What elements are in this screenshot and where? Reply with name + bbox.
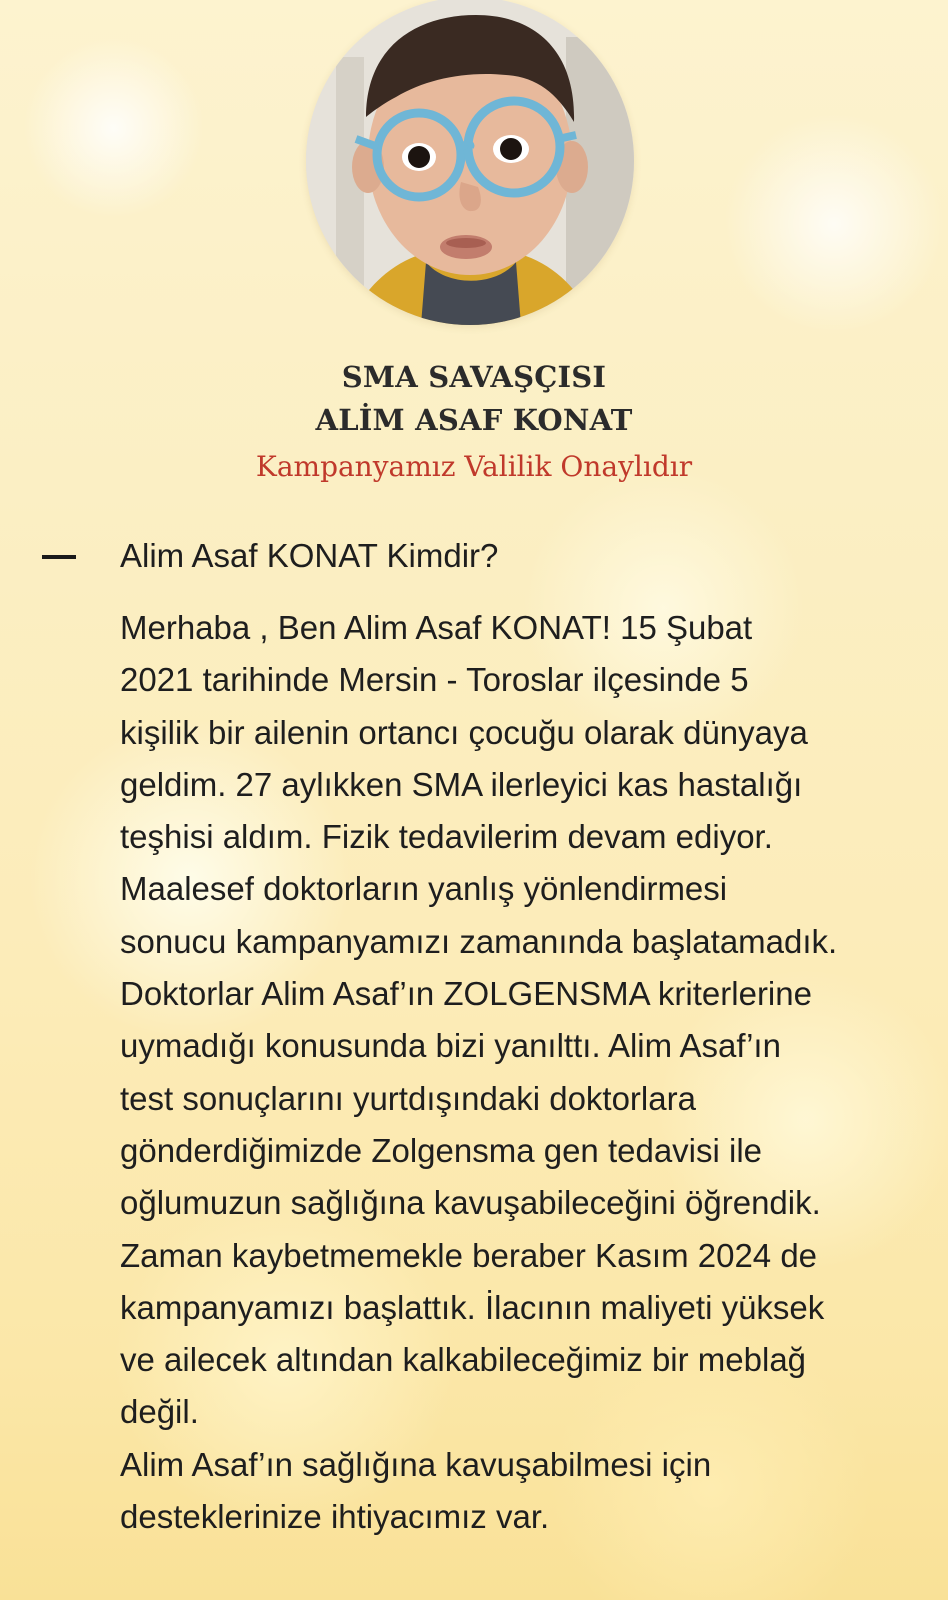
faq-answer-line: değil. [120, 1393, 199, 1431]
faq-answer-line: geldim. 27 aylıkken SMA ilerleyici kas hastalığı [120, 765, 803, 803]
page-title-line-2: ALİM ASAF KONAT [315, 403, 633, 437]
approval-subtitle: Kampanyamız Valilik Onaylıdır [255, 450, 693, 483]
faq-answer-line: Zaman kaybetmemekle beraber Kasım 2024 de [120, 1236, 818, 1274]
faq-question[interactable]: Alim Asaf KONAT Kimdir? [120, 537, 499, 574]
faq-answer-line: gönderdiğimizde Zolgensma gen tedavisi ile [120, 1131, 763, 1169]
child-portrait-photo [306, 0, 634, 325]
child-portrait-illustration [306, 0, 634, 325]
title-block [0, 356, 948, 490]
faq-answer-line: 2021 tarihinde Mersin - Toroslar ilçesinde 5 [120, 661, 749, 699]
faq-answer-line: Doktorlar Alim Asaf’ın ZOLGENSMA kriterlerine [120, 975, 812, 1013]
collapse-dash-icon[interactable] [42, 555, 76, 559]
faq-answer-line: ve ailecek altından kalkabileceğimiz bir meblağ [120, 1341, 807, 1379]
faq-answer-line: kişilik bir ailenin ortancı çocuğu olarak dünyaya [120, 713, 808, 751]
faq-answer-line: teşhisi aldım. Fizik tedavilerim devam ediyor. [120, 818, 773, 856]
faq-answer-line: desteklerinize ihtiyacımız var. [120, 1498, 550, 1536]
faq-answer-line: test sonuçlarını yurtdışındaki doktorlara [120, 1079, 696, 1117]
page-title-line-1: SMA SAVAŞÇISI [341, 360, 607, 394]
faq-answer-line: Alim Asaf’ın sağlığına kavuşabilmesi için [120, 1445, 712, 1483]
faq-answer-line: Maalesef doktorların yanlış yönlendirmesi [120, 870, 728, 908]
faq-answer-line: uymadığı konusunda bizi yanılttı. Alim Asaf’ın [120, 1027, 781, 1065]
faq-answer-line: Merhaba , Ben Alim Asaf KONAT! 15 Şubat [120, 609, 753, 646]
faq-answer-line: sonucu kampanyamızı zamanında başlatamadık. [120, 922, 838, 960]
faq-answer-line: oğlumuzun sağlığına kavuşabileceğini öğrendik. [120, 1184, 821, 1222]
faq-answer [120, 602, 920, 1543]
faq-answer-line: kampanyamızı başlattık. İlacının maliyeti yüksek [120, 1288, 825, 1326]
